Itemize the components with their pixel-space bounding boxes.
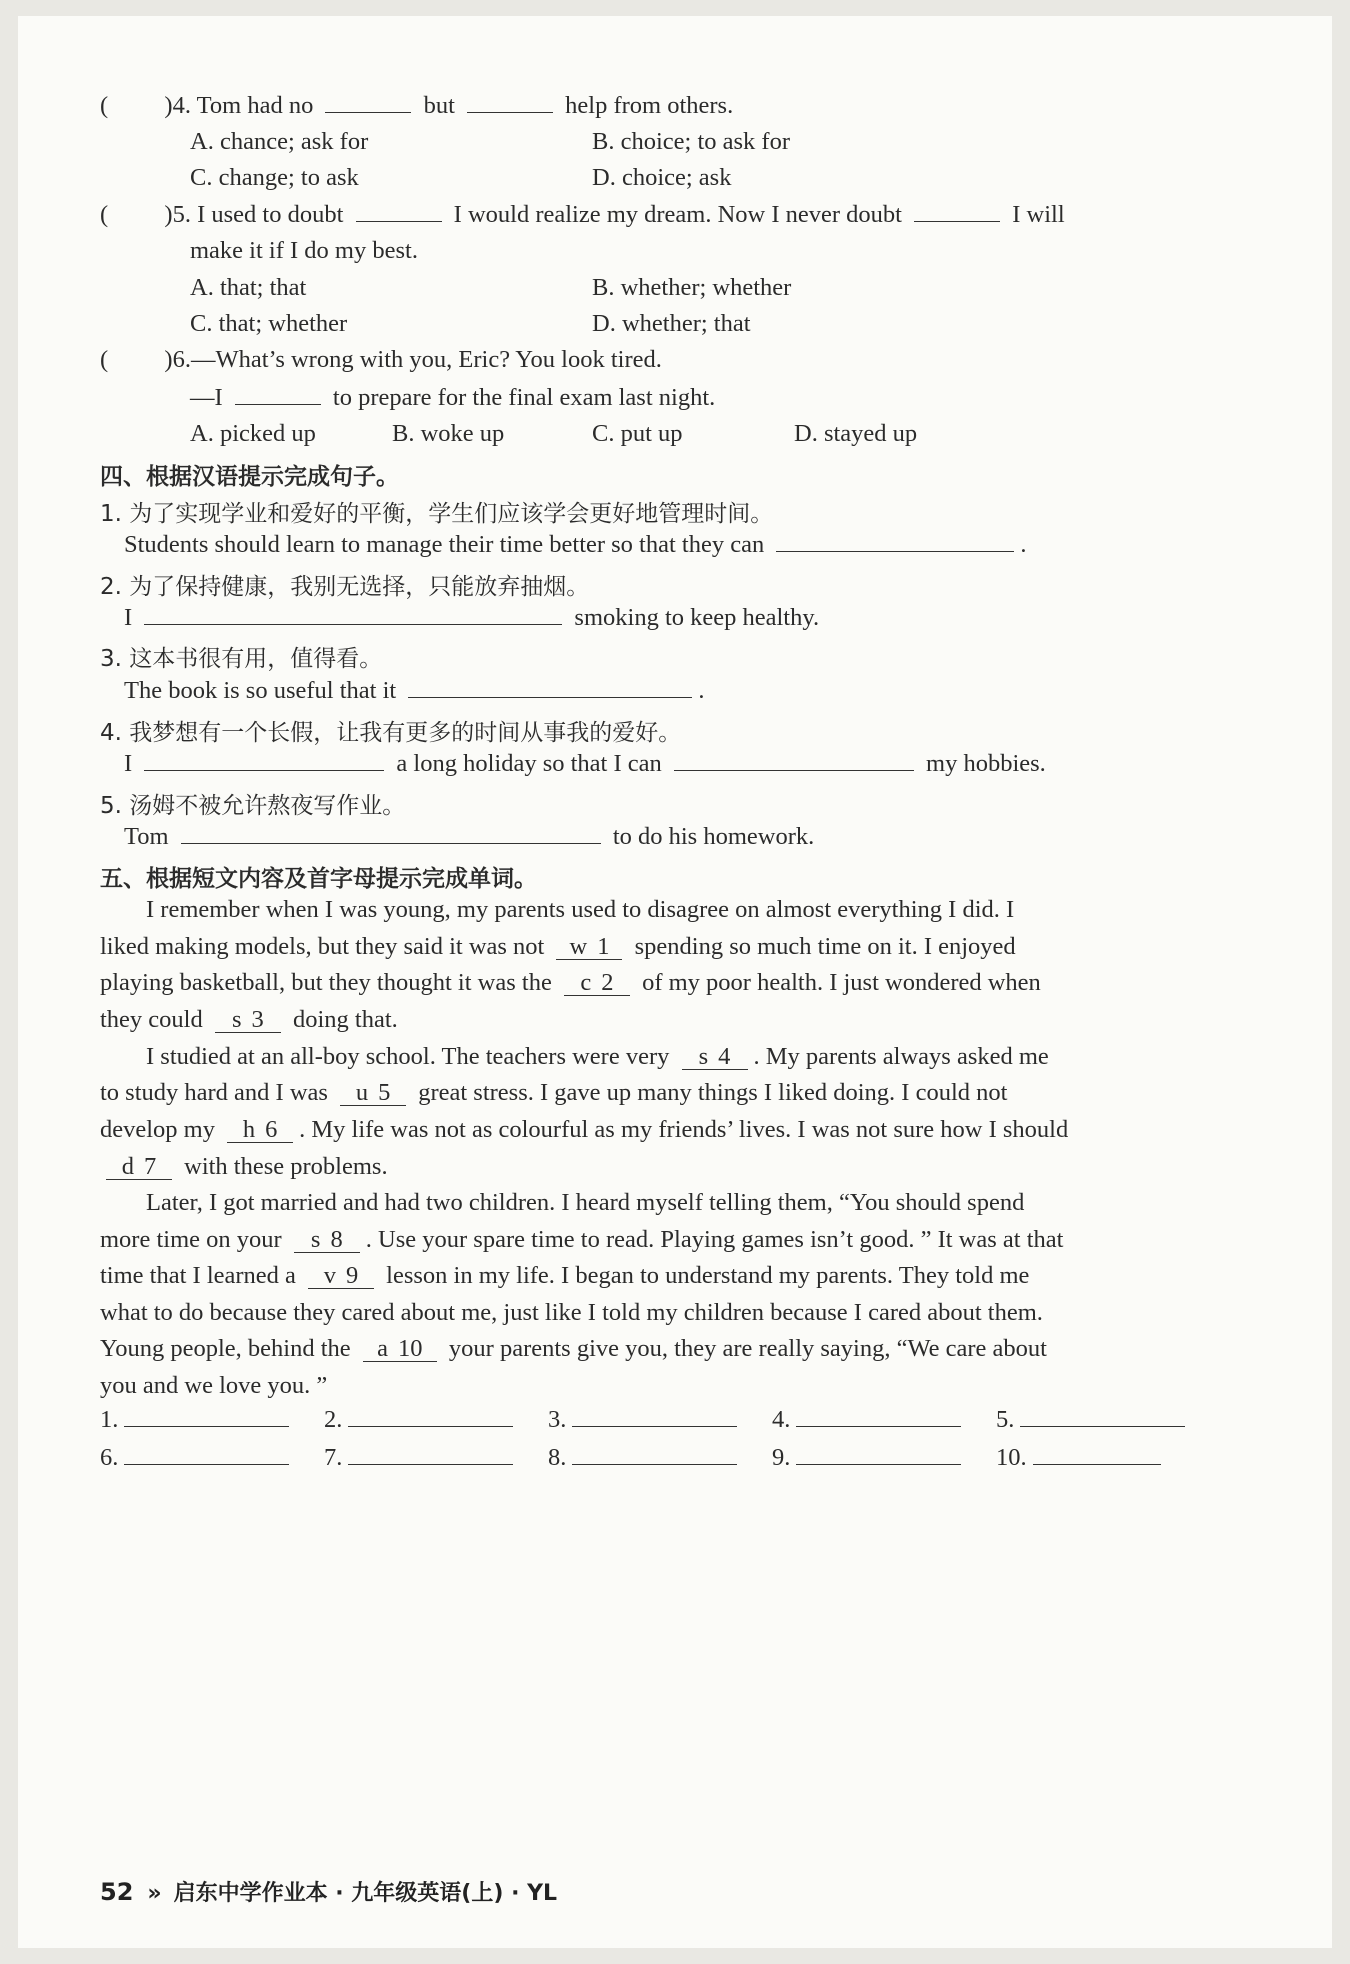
passage-line [100,932,1016,962]
sentence-1-chinese: 1. 为了实现学业和爱好的平衡，学生们应该学会更好地管理时间。 [100,501,774,527]
book-title: 启东中学作业本 · 九年级英语(上) · YL [173,1881,558,1906]
passage-text: Young people, behind the [100,1335,357,1362]
answer-blank[interactable] [572,1404,737,1427]
initial-letter: a [377,1335,388,1362]
answer-blank[interactable] [181,821,601,844]
page-footer [100,1876,557,1907]
passage-line [100,1371,327,1401]
blank[interactable] [356,199,442,222]
initial-letter: u [355,1079,369,1106]
passage-text: Later, I got married and had two children. I heard myself telling them, “You should spend [146,1189,1025,1216]
sentence-5-english: Tom to do his homework. [124,823,815,850]
passage-line [100,1115,1068,1145]
passage-text: . Use your spare time to read. Playing games isn’t good. ” It was at that [365,1226,1064,1253]
passage-line [100,968,1041,998]
option-a[interactable]: A. that; that [190,274,307,301]
answer-blank[interactable] [1033,1442,1161,1465]
cloze-blank-1[interactable] [556,935,622,960]
passage-text: spending so much time on it. I enjoyed [628,933,1016,960]
cloze-blank-2[interactable] [564,971,630,996]
option-b[interactable]: B. whether; whether [592,274,792,301]
passage-line [100,1261,1029,1291]
initial-letter: s [310,1226,321,1253]
passage-line [100,1078,1007,1108]
passage-text: they could [100,1006,209,1033]
passage-line [100,1225,1063,1255]
answer-blank[interactable] [124,1404,289,1427]
sentence-2-chinese: 2. 为了保持健康，我别无选择，只能放弃抽烟。 [100,574,590,600]
passage-text: you and we love you. ” [100,1372,328,1399]
blank[interactable] [235,382,321,405]
passage-text: playing basketball, but they thought it was the [100,969,558,996]
page-number: 52 [100,1878,134,1906]
initial-letter: s [698,1043,709,1070]
passage-text: lesson in my life. I began to understand my parents. They told me [380,1262,1030,1289]
option-c[interactable]: C. put up [592,420,683,447]
answer-blank[interactable] [144,748,384,771]
blank-number: 2 [601,969,614,996]
passage-line [146,1188,1024,1218]
answer-blank[interactable] [796,1442,961,1465]
answer-blank[interactable] [674,748,914,771]
blank-number: 6 [265,1116,278,1143]
blank-number: 10 [397,1335,423,1362]
question-5: ( )5. I used to doubt I would realize my dream. Now I never doubt I will [100,201,1065,228]
sentence-4-chinese: 4. 我梦想有一个长假，让我有更多的时间从事我的爱好。 [100,720,682,746]
sentence-2-english: I smoking to keep healthy. [124,604,820,631]
passage-text: liked making models, but they said it was not [100,933,551,960]
blank-number: 8 [330,1226,343,1253]
answer-blank[interactable] [1020,1404,1185,1427]
sentence-4-english: I a long holiday so that I can my hobbies. [124,750,1046,777]
initial-letter: w [569,933,588,960]
passage-line [146,895,1014,925]
option-d[interactable]: D. stayed up [794,420,918,447]
cloze-blank-8[interactable] [294,1228,360,1253]
blank-number: 7 [144,1153,157,1180]
blank-number: 9 [346,1262,359,1289]
option-d[interactable]: D. whether; that [592,310,751,337]
passage-text: your parents give you, they are really saying, “We care about [442,1335,1047,1362]
answer-blank[interactable] [348,1442,513,1465]
passage-text: . My parents always asked me [753,1043,1049,1070]
initial-letter: c [580,969,592,996]
passage-text: develop my [100,1116,222,1143]
passage-text: of my poor health. I just wondered when [635,969,1041,996]
question-4: ( )4. Tom had no but help from others. [100,92,734,119]
worksheet-page [18,16,1332,1948]
initial-letter: s [231,1006,242,1033]
answer-blank[interactable] [776,529,1014,552]
answer-blank[interactable] [572,1442,737,1465]
cloze-blank-7[interactable] [106,1155,172,1180]
blank-number: 3 [251,1006,264,1033]
option-a[interactable]: A. chance; ask for [190,128,369,155]
sentence-5-chinese: 5. 汤姆不被允许熬夜写作业。 [100,793,406,819]
sentence-3-english: The book is so useful that it . [124,677,705,704]
passage-line [100,1005,398,1035]
question-5-line2: make it if I do my best. [190,237,418,264]
option-b[interactable]: B. woke up [392,420,505,447]
sentence-1-english: Students should learn to manage their time better so that they can . [124,531,1027,558]
passage-line [100,1334,1047,1364]
section-4-title: 四、根据汉语提示完成句子。 [100,464,399,490]
blank-number: 5 [378,1079,391,1106]
cloze-blank-5[interactable] [340,1081,406,1106]
option-c[interactable]: C. change; to ask [190,164,359,191]
answer-row-1: 1. 2. 3. 4. 5. [100,1404,1220,1434]
passage-text: . My life was not as colourful as my friends’ lives. I was not sure how I should [299,1116,1069,1143]
double-chevron-icon: » [147,1881,162,1906]
option-b[interactable]: B. choice; to ask for [592,128,790,155]
option-d[interactable]: D. choice; ask [592,164,732,191]
initial-letter: v [323,1262,337,1289]
cloze-blank-6[interactable] [227,1118,293,1143]
cloze-blank-4[interactable] [682,1045,748,1070]
blank[interactable] [914,199,1000,222]
answer-blank[interactable] [124,1442,289,1465]
cloze-blank-9[interactable] [308,1264,374,1289]
blank-number: 4 [718,1043,731,1070]
passage-line [100,1152,388,1182]
answer-row-2: 6. 7. 8. 9. 10. [100,1442,1220,1472]
passage-text: time that I learned a [100,1262,303,1289]
cloze-blank-3[interactable] [215,1008,281,1033]
initial-letter: d [121,1153,134,1180]
option-a[interactable]: A. picked up [190,420,316,447]
blank-number: 1 [597,933,610,960]
passage-text: I remember when I was young, my parents used to disagree on almost everything I did. I [146,896,1015,923]
cloze-blank-10[interactable] [363,1337,437,1362]
passage-line [100,1298,1043,1328]
answer-blank[interactable] [144,602,562,625]
question-6: ( )6.—What’s wrong with you, Eric? You look tired. [100,346,662,373]
question-6-line2: —I to prepare for the final exam last night. [190,384,716,411]
answer-blank[interactable] [348,1404,513,1427]
passage-text: doing that. [286,1006,398,1033]
answer-blank[interactable] [796,1404,961,1427]
passage-text: great stress. I gave up many things I liked doing. I could not [412,1079,1008,1106]
section-5-title: 五、根据短文内容及首字母提示完成单词。 [100,866,537,892]
blank[interactable] [467,90,553,113]
option-c[interactable]: C. that; whether [190,310,348,337]
passage-text: I studied at an all-boy school. The teachers were very [146,1043,676,1070]
passage-line [146,1042,1049,1072]
answer-blank[interactable] [408,675,692,698]
passage-text: more time on your [100,1226,288,1253]
passage-text: with these problems. [178,1153,388,1180]
blank[interactable] [325,90,411,113]
initial-letter: h [242,1116,256,1143]
passage-text: what to do because they cared about me, just like I told my children because I cared about them. [100,1299,1043,1326]
passage-text: to study hard and I was [100,1079,335,1106]
sentence-3-chinese: 3. 这本书很有用，值得看。 [100,646,383,672]
